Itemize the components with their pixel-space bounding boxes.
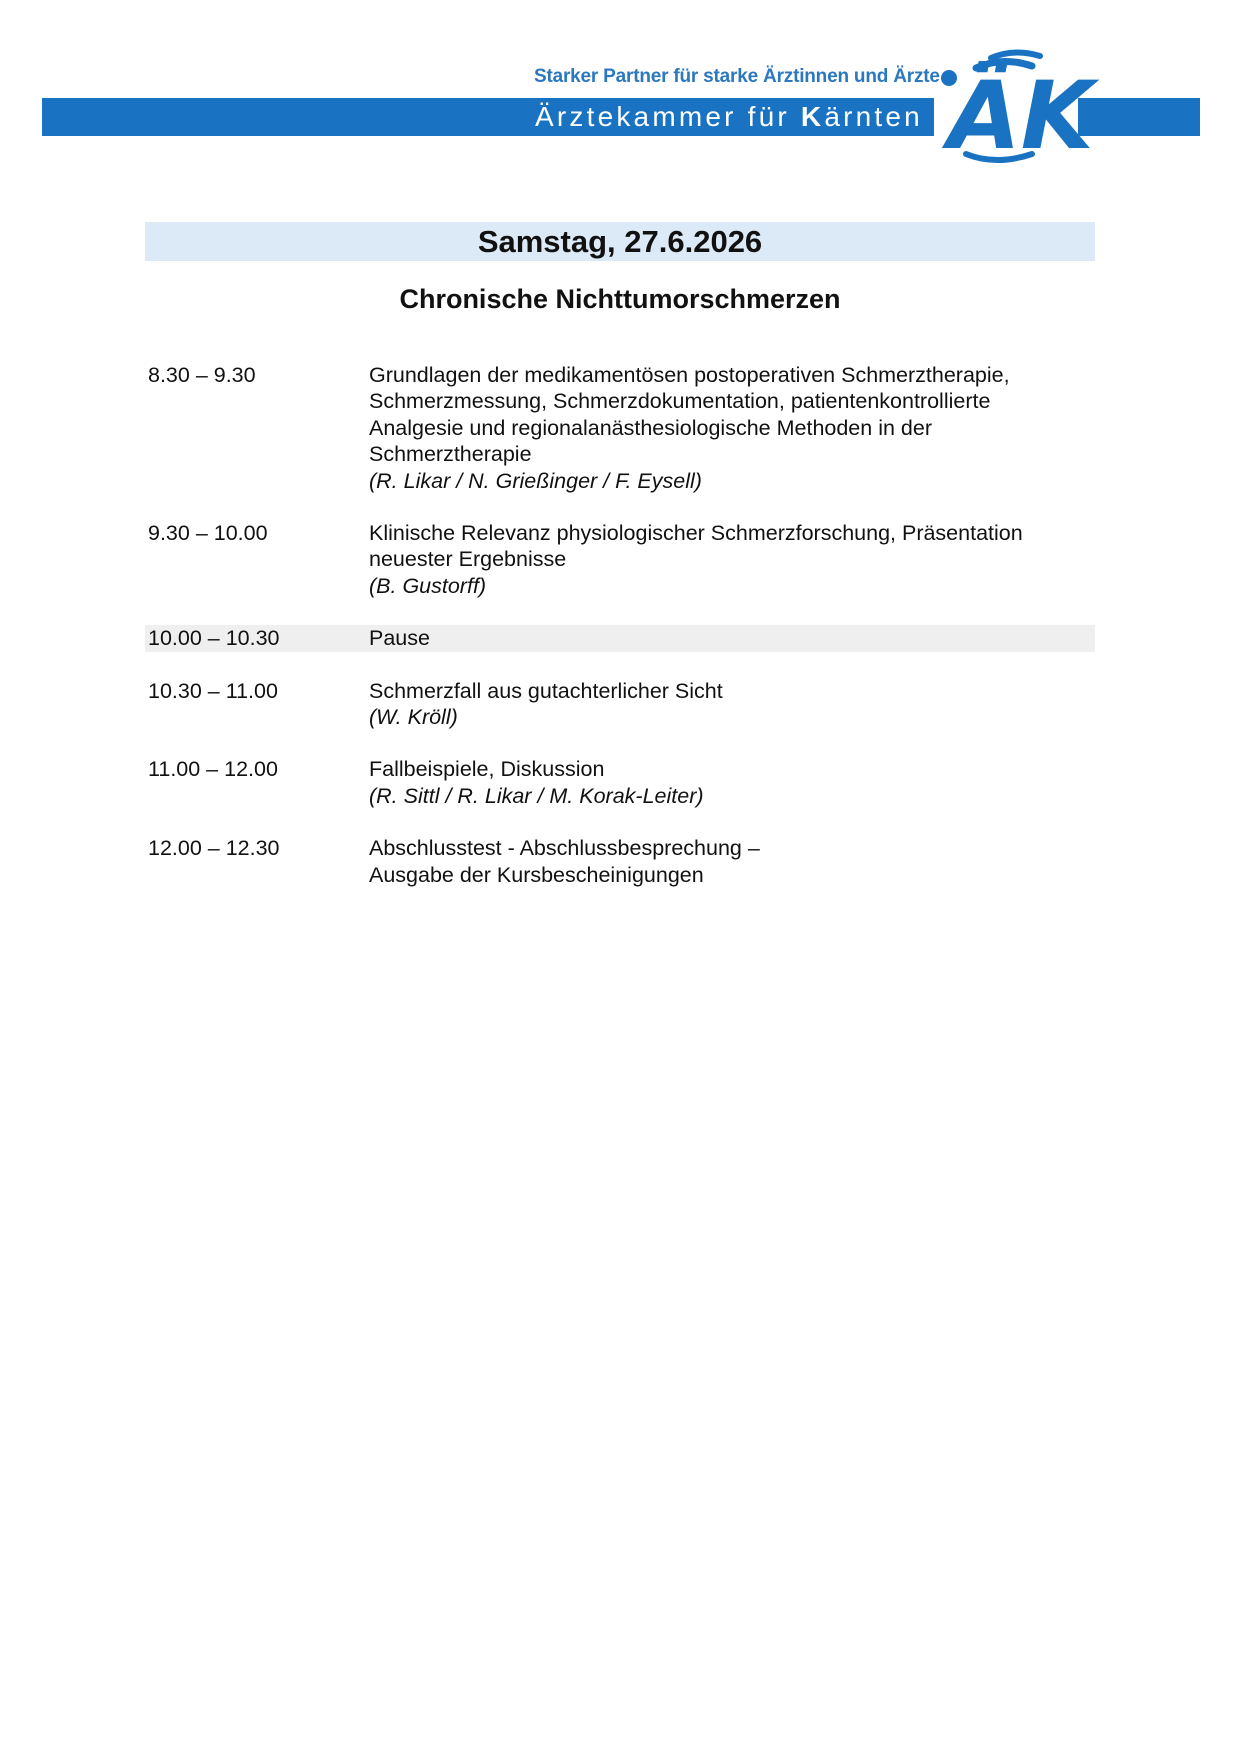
session-title-line: Klinische Relevanz physiologischer Schmerzforschung, Präsentation [369,521,1023,546]
session-title-line: Schmerztherapie [369,442,532,467]
session-title-line: Pause [369,626,430,651]
schedule-row [145,362,1095,494]
session-content [369,520,1095,599]
session-title-line: Schmerzmessung, Schmerzdokumentation, patientenkontrollierte [369,389,991,414]
session-time: 10.00 – 10.30 [148,626,280,651]
date-heading: Samstag, 27.6.2026 [145,222,1095,261]
session-title-line: Ausgabe der Kursbescheinigungen [369,862,704,887]
course-title: Chronische Nichttumorschmerzen [399,284,841,314]
session-title-line: neuester Ergebnisse [369,547,567,572]
session-time: 12.00 – 12.30 [148,836,280,861]
session-time: 8.30 – 9.30 [148,363,256,387]
org-name-rest: ärnten [824,101,923,132]
schedule-row [145,835,1095,888]
tagline: Starker Partner für starke Ärztinnen und Ärzte [534,66,940,87]
org-name [535,101,923,133]
schedule-row [145,520,1095,599]
schedule-row-break [145,625,1095,651]
session-content [369,835,1095,888]
org-name-initial: K [800,101,825,132]
session-title-line: Schmerzfall aus gutachterlicher Sicht [369,678,723,703]
brand-band-right [1078,98,1200,136]
schedule-row [145,756,1095,809]
session-content [369,362,1095,494]
session-time: 10.30 – 11.00 [148,678,278,703]
session-title-line: Fallbeispiele, Diskussion [369,757,605,782]
session-title-line: Abschlusstest - Abschlussbesprechung – [369,836,760,861]
session-speakers: (R. Likar / N. Grießinger / F. Eysell) [369,468,702,493]
session-title-line: Grundlagen der medikamentösen postoperativen Schmerztherapie, [369,363,1010,387]
schedule [145,362,1095,888]
session-speakers: (B. Gustorff) [369,573,487,598]
session-time: 9.30 – 10.00 [148,521,268,546]
schedule-row [145,678,1095,731]
session-title-line: Analgesie und regionalanästhesiologische Methoden in der [369,415,932,440]
session-speakers: (R. Sittl / R. Likar / M. Korak-Leiter) [369,783,704,808]
session-content [369,678,1095,731]
session-content [369,756,1095,809]
letterhead [0,0,1241,180]
logo-text: ÄK [948,62,1094,171]
session-speakers: (W. Kröll) [369,705,458,730]
session-time: 11.00 – 12.00 [148,757,278,782]
org-name-prefix: Ärztekammer für [535,101,801,132]
aek-logo-icon [936,44,1094,171]
session-content [369,625,1095,651]
